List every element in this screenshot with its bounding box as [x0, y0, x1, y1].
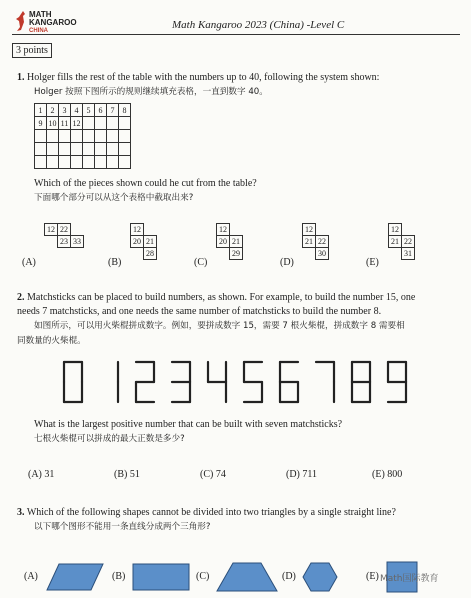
piece-cell: 29: [229, 247, 243, 260]
table-cell: [71, 156, 83, 169]
table-cell: [59, 143, 71, 156]
q2-option-label: (C): [200, 469, 216, 480]
table-cell: 4: [71, 104, 83, 117]
table-cell: [59, 130, 71, 143]
piece-cell: 28: [143, 247, 157, 260]
table-cell: [83, 143, 95, 156]
logo-line-2: KANGAROO: [29, 18, 77, 27]
q2-text-1: [17, 291, 415, 304]
watermark: Math国际教育: [380, 574, 439, 584]
q2-option[interactable]: [286, 469, 317, 480]
table-cell: [83, 130, 95, 143]
piece-cell: 12: [130, 223, 144, 236]
table-cell: [35, 130, 47, 143]
q2-text-zh-1: 如图所示，可以用火柴棍拼成数字。例如，要拼成数字 15，需要 7 根火柴棍，拼成数字 8 需要相: [34, 321, 405, 331]
q1-question-en: Which of the pieces shown could he cut from the table?: [34, 178, 257, 189]
q2-option[interactable]: [114, 469, 140, 480]
table-cell: 5: [83, 104, 95, 117]
piece-cell: 21: [302, 235, 316, 248]
matchstick-digit: [280, 362, 298, 402]
q2-option-value: 74: [215, 469, 226, 480]
table-cell: [107, 156, 119, 169]
q2-option-value: 51: [129, 469, 140, 480]
q3-option-label[interactable]: (B): [112, 571, 126, 582]
table-cell: 3: [59, 104, 71, 117]
table-cell: [107, 130, 119, 143]
q1-option-label[interactable]: (D): [280, 257, 294, 268]
table-cell: [95, 130, 107, 143]
q3-text-zh: 以下哪个图形不能用一条直线分成两个三角形?: [34, 522, 211, 532]
table-cell: [119, 130, 131, 143]
q1-option-label[interactable]: (C): [194, 257, 208, 268]
piece-cell: 20: [216, 235, 230, 248]
q2-text-en-1: Matchsticks can be placed to build numbers, as shown. For example, to build the number 15, one: [27, 292, 416, 303]
q1-number: 1.: [17, 72, 25, 83]
matchstick-digit: [352, 362, 370, 402]
table-cell: [47, 130, 59, 143]
table-cell: [83, 117, 95, 130]
q2-question-en: What is the largest positive number that can be built with seven matchsticks?: [34, 419, 343, 430]
points-badge: 3 points: [12, 43, 52, 58]
q3-option-label[interactable]: (D): [282, 571, 296, 582]
q1-option-label[interactable]: (B): [108, 257, 122, 268]
q1-text-zh: Holger 按照下图所示的规则继续填充表格，一直到数字 40。: [34, 87, 268, 97]
table-cell: [71, 143, 83, 156]
q3-text-en: Which of the following shapes cannot be divided into two triangles by a single straight line?: [26, 507, 396, 518]
table-cell: 2: [47, 104, 59, 117]
q2-option[interactable]: [372, 469, 402, 480]
q2-option-value: 711: [302, 469, 318, 480]
table-cell: [59, 156, 71, 169]
matchstick-digit: [136, 362, 154, 402]
q2-option-label: (A): [28, 469, 45, 480]
piece-cell: 22: [57, 223, 71, 236]
piece-cell: 21: [143, 235, 157, 248]
matchstick-digits: [60, 358, 420, 410]
piece-cell: 12: [44, 223, 58, 236]
table-cell: [119, 156, 131, 169]
hexagon-shape: [302, 562, 338, 592]
table-cell: [83, 156, 95, 169]
table-cell: [119, 117, 131, 130]
header-rule: [12, 34, 460, 35]
piece-cell: 22: [315, 235, 329, 248]
q2-option-label: (B): [114, 469, 130, 480]
table-cell: [71, 130, 83, 143]
q2-option-value: 800: [387, 469, 403, 480]
matchstick-digit: [64, 362, 82, 402]
matchstick-digit: [244, 362, 262, 402]
table-cell: [47, 143, 59, 156]
piece-cell: 12: [302, 223, 316, 236]
q2-option-value: 31: [44, 469, 55, 480]
piece-cell: 12: [216, 223, 230, 236]
matchstick-digit: [208, 362, 226, 402]
logo-line-3: CHINA: [29, 28, 48, 34]
piece-cell: 21: [388, 235, 402, 248]
matchstick-digit: [388, 362, 406, 402]
q1-option-label[interactable]: (A): [22, 257, 36, 268]
q1-option-label[interactable]: (E): [366, 257, 379, 268]
q2-option-label: (D): [286, 469, 303, 480]
table-cell: 6: [95, 104, 107, 117]
q1-question-zh: 下面哪个部分可以从这个表格中截取出来?: [34, 193, 194, 203]
q2-option[interactable]: [28, 469, 54, 480]
table-cell: [35, 143, 47, 156]
page-title: Math Kangaroo 2023 (China) -Level C: [172, 19, 345, 31]
q2-text-zh-2: 同数量的火柴棍。: [17, 336, 86, 346]
table-cell: 1: [35, 104, 47, 117]
q2-option[interactable]: [200, 469, 226, 480]
matchstick-digit: [316, 362, 334, 402]
table-cell: 7: [107, 104, 119, 117]
table-cell: [35, 156, 47, 169]
q2-question-zh: 七根火柴棍可以拼成的最大正数是多少?: [34, 434, 185, 444]
number-table: [34, 103, 131, 169]
table-cell: [95, 143, 107, 156]
q1-text: [17, 71, 379, 84]
kangaroo-icon: [15, 10, 27, 35]
piece-cell: 22: [401, 235, 415, 248]
q3-option-label[interactable]: (E): [366, 571, 379, 582]
piece-cell: 20: [130, 235, 144, 248]
q3-option-label[interactable]: (A): [24, 571, 38, 582]
trapezoid-shape: [216, 562, 278, 592]
table-cell: [95, 117, 107, 130]
piece-cell: 21: [229, 235, 243, 248]
table-cell: [107, 117, 119, 130]
parallelogram-shape: [46, 563, 104, 591]
table-cell: [95, 156, 107, 169]
q3-text: [17, 506, 396, 519]
piece-cell: 31: [401, 247, 415, 260]
q3-option-label[interactable]: (C): [196, 571, 210, 582]
piece-cell: 12: [388, 223, 402, 236]
table-cell: 9: [35, 117, 47, 130]
q1-text-en: Holger fills the rest of the table with the numbers up to 40, following the system shown:: [27, 72, 380, 83]
piece-cell: 33: [70, 235, 84, 248]
table-cell: [107, 143, 119, 156]
q2-option-label: (E): [372, 469, 388, 480]
table-cell: 11: [59, 117, 71, 130]
logo-line-1: MATH: [29, 10, 52, 19]
rectangle-shape: [132, 563, 190, 591]
table-cell: 12: [72, 118, 81, 128]
q2-number: 2.: [17, 292, 25, 303]
piece-cell: 30: [315, 247, 329, 260]
q2-text-en-2: needs 7 matchsticks, and one needs the same number of matchsticks to build the number 8.: [17, 306, 382, 317]
matchstick-digit: [172, 362, 190, 402]
piece-cell: 23: [57, 235, 71, 248]
table-cell: [119, 143, 131, 156]
q3-number: 3.: [17, 507, 25, 518]
table-cell: 10: [48, 118, 57, 128]
table-cell: [47, 156, 59, 169]
table-cell: 8: [119, 104, 131, 117]
